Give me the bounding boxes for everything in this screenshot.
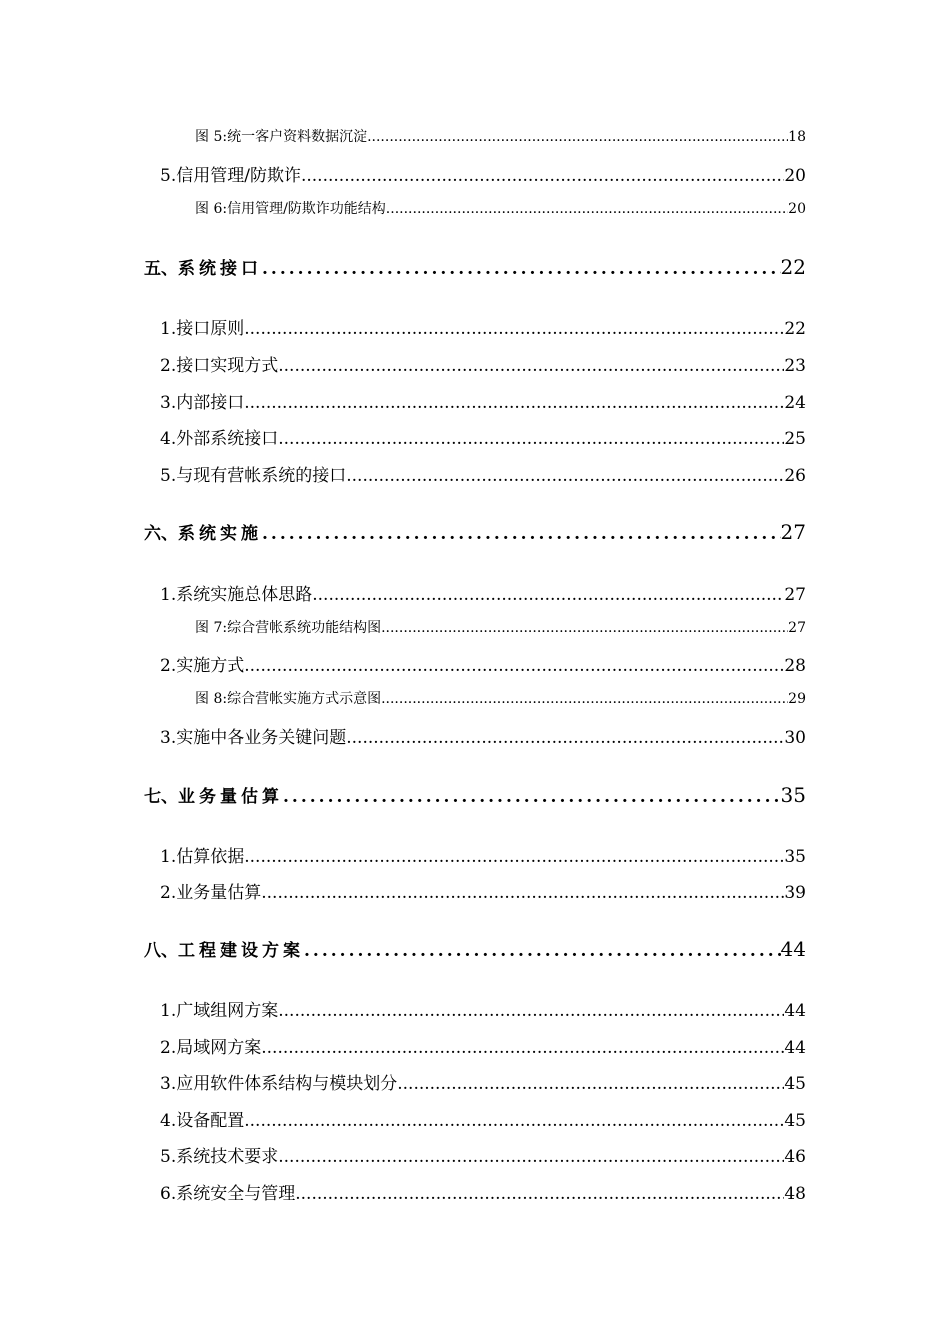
entry-title: 与现有营帐系统的接口 [176, 466, 347, 486]
page-number: 23 [784, 356, 806, 376]
dot-leader [278, 356, 784, 376]
entry-title: 系统实施总体思路 [176, 585, 313, 605]
toc-section-entry[interactable] [160, 461, 806, 486]
entry-title: 广域组网方案 [176, 1001, 279, 1021]
entry-title: 设备配置 [176, 1111, 245, 1131]
toc-chapter-heading[interactable] [144, 254, 806, 279]
chapter-title: 系统实施 [178, 524, 262, 544]
dot-leader [262, 259, 781, 279]
dot-leader [244, 656, 784, 676]
toc-chapter-heading[interactable] [144, 936, 806, 961]
page-number: 24 [784, 393, 806, 413]
page-number: 46 [784, 1147, 806, 1167]
dot-leader [381, 691, 788, 707]
entry-title: 统一客户资料数据沉淀 [227, 129, 368, 145]
page-number: 44 [780, 937, 806, 961]
figure-label: 图 6: [195, 201, 228, 217]
chapter-title: 业务量估算 [178, 787, 283, 807]
entry-title: 业务量估算 [176, 883, 262, 903]
section-number: 1. [160, 847, 177, 867]
toc-section-entry[interactable] [160, 1142, 806, 1167]
dot-leader [261, 1038, 784, 1058]
section-number: 3. [160, 393, 177, 413]
dot-leader [367, 129, 788, 145]
entry-title: 信用管理/防欺诈 [176, 166, 301, 186]
page-number: 29 [788, 691, 806, 707]
section-number: 2. [160, 883, 177, 903]
toc-section-entry[interactable] [160, 161, 806, 186]
entry-title: 接口实现方式 [176, 356, 279, 376]
dot-leader [381, 620, 788, 636]
toc-chapter-heading[interactable] [144, 782, 806, 807]
entry-title: 估算依据 [176, 847, 245, 867]
toc-section-entry[interactable] [160, 996, 806, 1021]
page-number: 27 [788, 620, 806, 636]
chapter-title: 系统接口 [178, 259, 262, 279]
page-number: 45 [784, 1074, 806, 1094]
entry-title: 应用软件体系结构与模块划分 [176, 1074, 398, 1094]
entry-title: 接口原则 [176, 319, 245, 339]
page-number: 44 [784, 1001, 806, 1021]
section-number: 2. [160, 1038, 177, 1058]
chapter-title: 工程建设方案 [178, 941, 304, 961]
dot-leader [278, 429, 784, 449]
figure-label: 图 8: [195, 691, 228, 707]
page-number: 22 [780, 255, 806, 279]
page-number: 30 [784, 728, 806, 748]
page-number: 27 [780, 520, 806, 544]
dot-leader [262, 524, 781, 544]
entry-title: 实施中各业务关键问题 [176, 728, 347, 748]
page-number: 39 [784, 883, 806, 903]
toc-section-entry[interactable] [160, 1106, 806, 1131]
toc-chapter-heading[interactable] [144, 519, 806, 544]
toc-section-entry[interactable] [160, 351, 806, 376]
chapter-number: 五、 [144, 259, 178, 279]
chapter-number: 八、 [144, 941, 178, 961]
dot-leader [244, 847, 784, 867]
section-number: 2. [160, 356, 177, 376]
dot-leader [278, 1147, 784, 1167]
dot-leader [283, 787, 781, 807]
dot-leader [261, 883, 784, 903]
dot-leader [244, 319, 784, 339]
section-number: 4. [160, 429, 177, 449]
section-number: 3. [160, 728, 177, 748]
page-number: 25 [784, 429, 806, 449]
page-number: 20 [788, 201, 806, 217]
toc-figure-entry[interactable] [195, 617, 806, 637]
figure-label: 图 5: [195, 129, 228, 145]
dot-leader [397, 1074, 784, 1094]
dot-leader [346, 466, 784, 486]
toc-section-entry[interactable] [160, 580, 806, 605]
section-number: 5. [160, 166, 177, 186]
dot-leader [278, 1001, 784, 1021]
section-number: 1. [160, 585, 177, 605]
toc-section-entry[interactable] [160, 424, 806, 449]
dot-leader [295, 1184, 784, 1204]
entry-title: 外部系统接口 [176, 429, 279, 449]
section-number: 6. [160, 1184, 177, 1204]
dot-leader [312, 585, 784, 605]
dot-leader [346, 728, 784, 748]
page-number: 45 [784, 1111, 806, 1131]
entry-title: 实施方式 [176, 656, 245, 676]
entry-title: 综合营帐实施方式示意图 [227, 691, 382, 707]
section-number: 2. [160, 656, 177, 676]
page-number: 18 [788, 129, 806, 145]
entry-title: 信用管理/防欺诈功能结构 [227, 201, 386, 217]
chapter-number: 六、 [144, 524, 178, 544]
section-number: 3. [160, 1074, 177, 1094]
page-number: 48 [784, 1184, 806, 1204]
chapter-number: 七、 [144, 787, 178, 807]
section-number: 1. [160, 1001, 177, 1021]
entry-title: 综合营帐系统功能结构图 [227, 620, 382, 636]
page-number: 44 [784, 1038, 806, 1058]
section-number: 4. [160, 1111, 177, 1131]
toc-section-entry[interactable] [160, 1069, 806, 1094]
section-number: 1. [160, 319, 177, 339]
page-number: 22 [784, 319, 806, 339]
dot-leader [304, 941, 781, 961]
page-number: 26 [784, 466, 806, 486]
entry-title: 内部接口 [176, 393, 245, 413]
entry-title: 局域网方案 [176, 1038, 262, 1058]
section-number: 5. [160, 1147, 177, 1167]
toc-section-entry[interactable] [160, 314, 806, 339]
toc-section-entry[interactable] [160, 878, 806, 903]
page-number: 27 [784, 585, 806, 605]
toc-section-entry[interactable] [160, 1179, 806, 1204]
toc-section-entry[interactable] [160, 388, 806, 413]
entry-title: 系统安全与管理 [176, 1184, 296, 1204]
toc-figure-entry[interactable] [195, 126, 806, 146]
dot-leader [244, 1111, 784, 1131]
figure-label: 图 7: [195, 620, 228, 636]
toc-section-entry[interactable] [160, 723, 806, 748]
toc-section-entry[interactable] [160, 651, 806, 676]
toc-figure-entry[interactable] [195, 198, 806, 218]
toc-figure-entry[interactable] [195, 688, 806, 708]
toc-section-entry[interactable] [160, 1033, 806, 1058]
dot-leader [244, 393, 784, 413]
page-number: 20 [784, 166, 806, 186]
dot-leader [386, 201, 788, 217]
page-number: 35 [784, 847, 806, 867]
page-number: 28 [784, 656, 806, 676]
section-number: 5. [160, 466, 177, 486]
page-number: 35 [780, 783, 806, 807]
toc-section-entry[interactable] [160, 842, 806, 867]
dot-leader [301, 166, 784, 186]
entry-title: 系统技术要求 [176, 1147, 279, 1167]
